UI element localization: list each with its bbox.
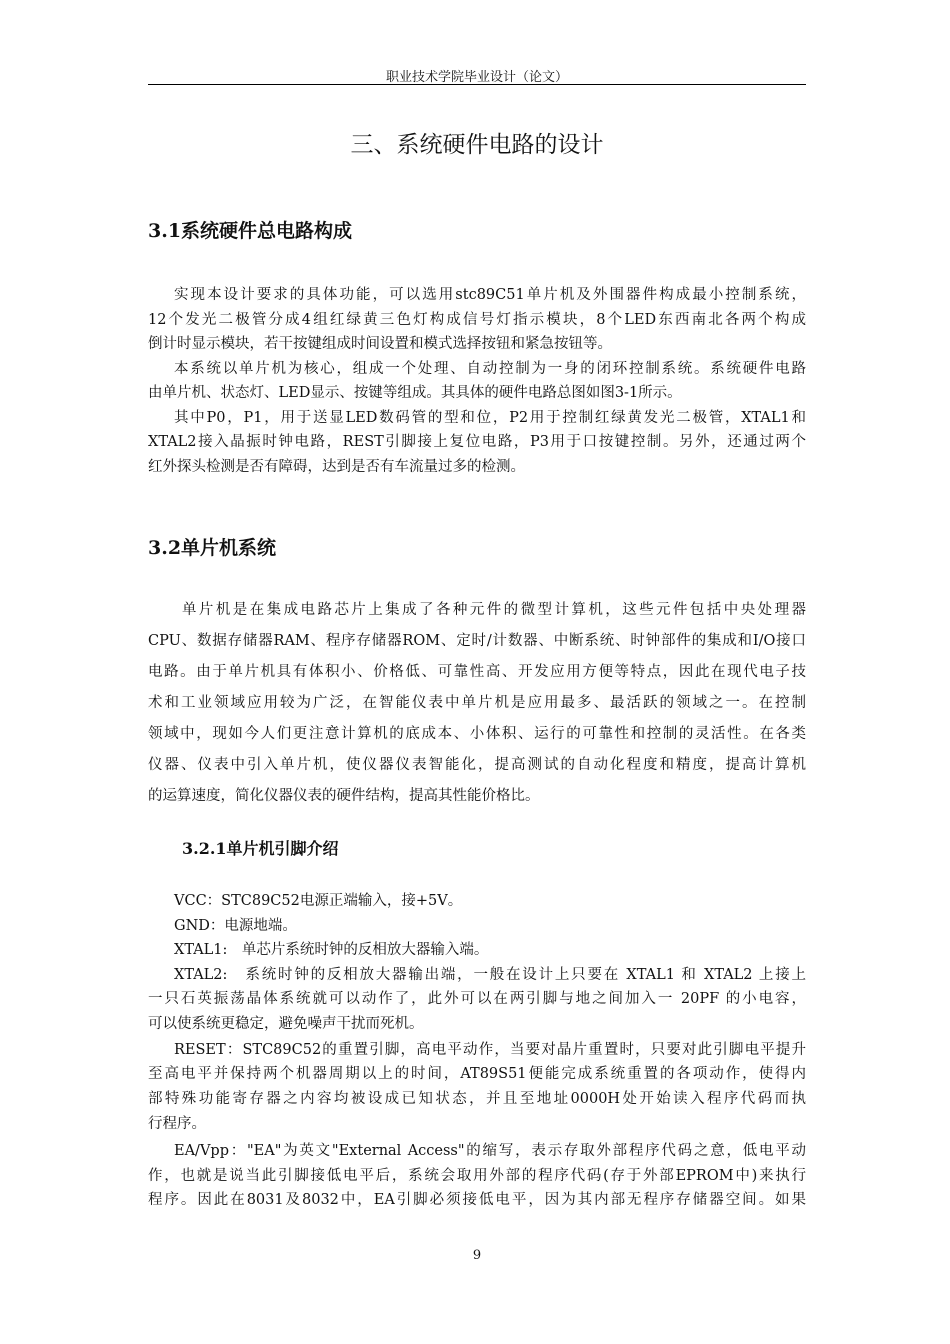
paragraph-line: 程序。因此在8031及8032中，EA引脚必须接低电平，因为其内部无程序存储器空间。如果 [148,1192,806,1208]
paragraph-line: 电路。由于单片机具有体积小、价格低、可靠性高、开发应用方便等特点，因此在现代电子技 [148,664,806,680]
paragraph-line: 本系统以单片机为核心，组成一个处理、自动控制为一身的闭环控制系统。系统硬件电路 [174,361,806,377]
paragraph-line: 其中P0，P1，用于送显LED数码管的型和位，P2用于控制红绿黄发光二极管，XTAL1和 [174,410,806,426]
paragraph-line: 12个发光二极管分成4组红绿黄三色灯构成信号灯指示模块，8个LED东西南北各两个构成 [148,312,806,328]
paragraph-line: 部特殊功能寄存器之内容均被设成已知状态，并且至地址0000H处开始读入程序代码而执 [148,1091,806,1107]
header-rule [148,84,806,85]
paragraph-line: 至高电平并保持两个机器周期以上的时间，AT89S51便能完成系统重置的各项动作，使得内 [148,1066,806,1082]
paragraph-line: XTAL2: 系统时钟的反相放大器输出端，一般在设计上只要在 XTAL1 和 XTAL2 上接上 [174,967,806,983]
paragraph-line: 倒计时显示模块，若干按键组成时间设置和模式选择按钮和紧急按钮等。 [148,336,612,352]
paragraph-line: 的运算速度，简化仪器仪表的硬件结构，提高其性能价格比。 [148,788,540,804]
section-heading-3-1: 3.1系统硬件总电路构成 [148,220,353,242]
paragraph-line: 可以使系统更稳定，避免噪声干扰而死机。 [148,1016,424,1032]
section-heading-3-2: 3.2单片机系统 [148,537,277,559]
paragraph-line: 红外探头检测是否有障碍，达到是否有车流量过多的检测。 [148,459,525,475]
paragraph-line: EA/Vpp："EA"为英文"External Access"的缩写，表示存取外部程序代码之意，低电平动 [174,1143,806,1159]
paragraph-line: 实现本设计要求的具体功能，可以选用stc89C51单片机及外围器件构成最小控制系统， [174,287,806,303]
paragraph-line: 一只石英振荡晶体系统就可以动作了，此外可以在两引脚与地之间加入一 20PF 的小电容， [148,991,806,1007]
paragraph-line: 由单片机、状态灯、LED显示、按键等组成。其具体的硬件电路总图如图3-1所示。 [148,385,682,401]
paragraph-line: XTAL2接入晶振时钟电路，REST引脚接上复位电路，P3用于口按键控制。另外，还通过两个 [148,434,806,450]
paragraph-line: VCC：STC89C52电源正端输入，接+5V。 [174,893,463,909]
chapter-title: 三、系统硬件电路的设计 [350,132,604,158]
page-number: 9 [472,1248,482,1263]
paragraph-line: GND：电源地端。 [174,918,297,934]
paragraph-line: XTAL1: 单芯片系统时钟的反相放大器输入端。 [174,942,489,958]
paragraph-line: 领域中，现如今人们更注意计算机的底成本、小体积、运行的可靠性和控制的灵活性。在各类 [148,726,806,742]
paragraph-line: 单片机是在集成电路芯片上集成了各种元件的微型计算机，这些元件包括中央处理器 [182,602,806,618]
paragraph-line: 作，也就是说当此引脚接低电平后，系统会取用外部的程序代码(存于外部EPROM中)来执行 [148,1168,806,1184]
paragraph-line: CPU、数据存储器RAM、程序存储器ROM、定时/计数器、中断系统、时钟部件的集成和I/O接口 [148,633,806,649]
paragraph-line: 仪器、仪表中引入单片机，使仪器仪表智能化，提高测试的自动化程度和精度，提高计算机 [148,757,806,773]
running-header: 职业技术学院毕业设计（论文） [385,70,568,85]
paragraph-line: 行程序。 [148,1116,206,1132]
paragraph-line: 术和工业领域应用较为广泛，在智能仪表中单片机是应用最多、最活跃的领域之一。在控制 [148,695,806,711]
subsection-heading-3-2-1: 3.2.1单片机引脚介绍 [182,839,339,858]
paragraph-line: RESET：STC89C52的重置引脚，高电平动作，当要对晶片重置时，只要对此引脚电平提升 [174,1042,806,1058]
